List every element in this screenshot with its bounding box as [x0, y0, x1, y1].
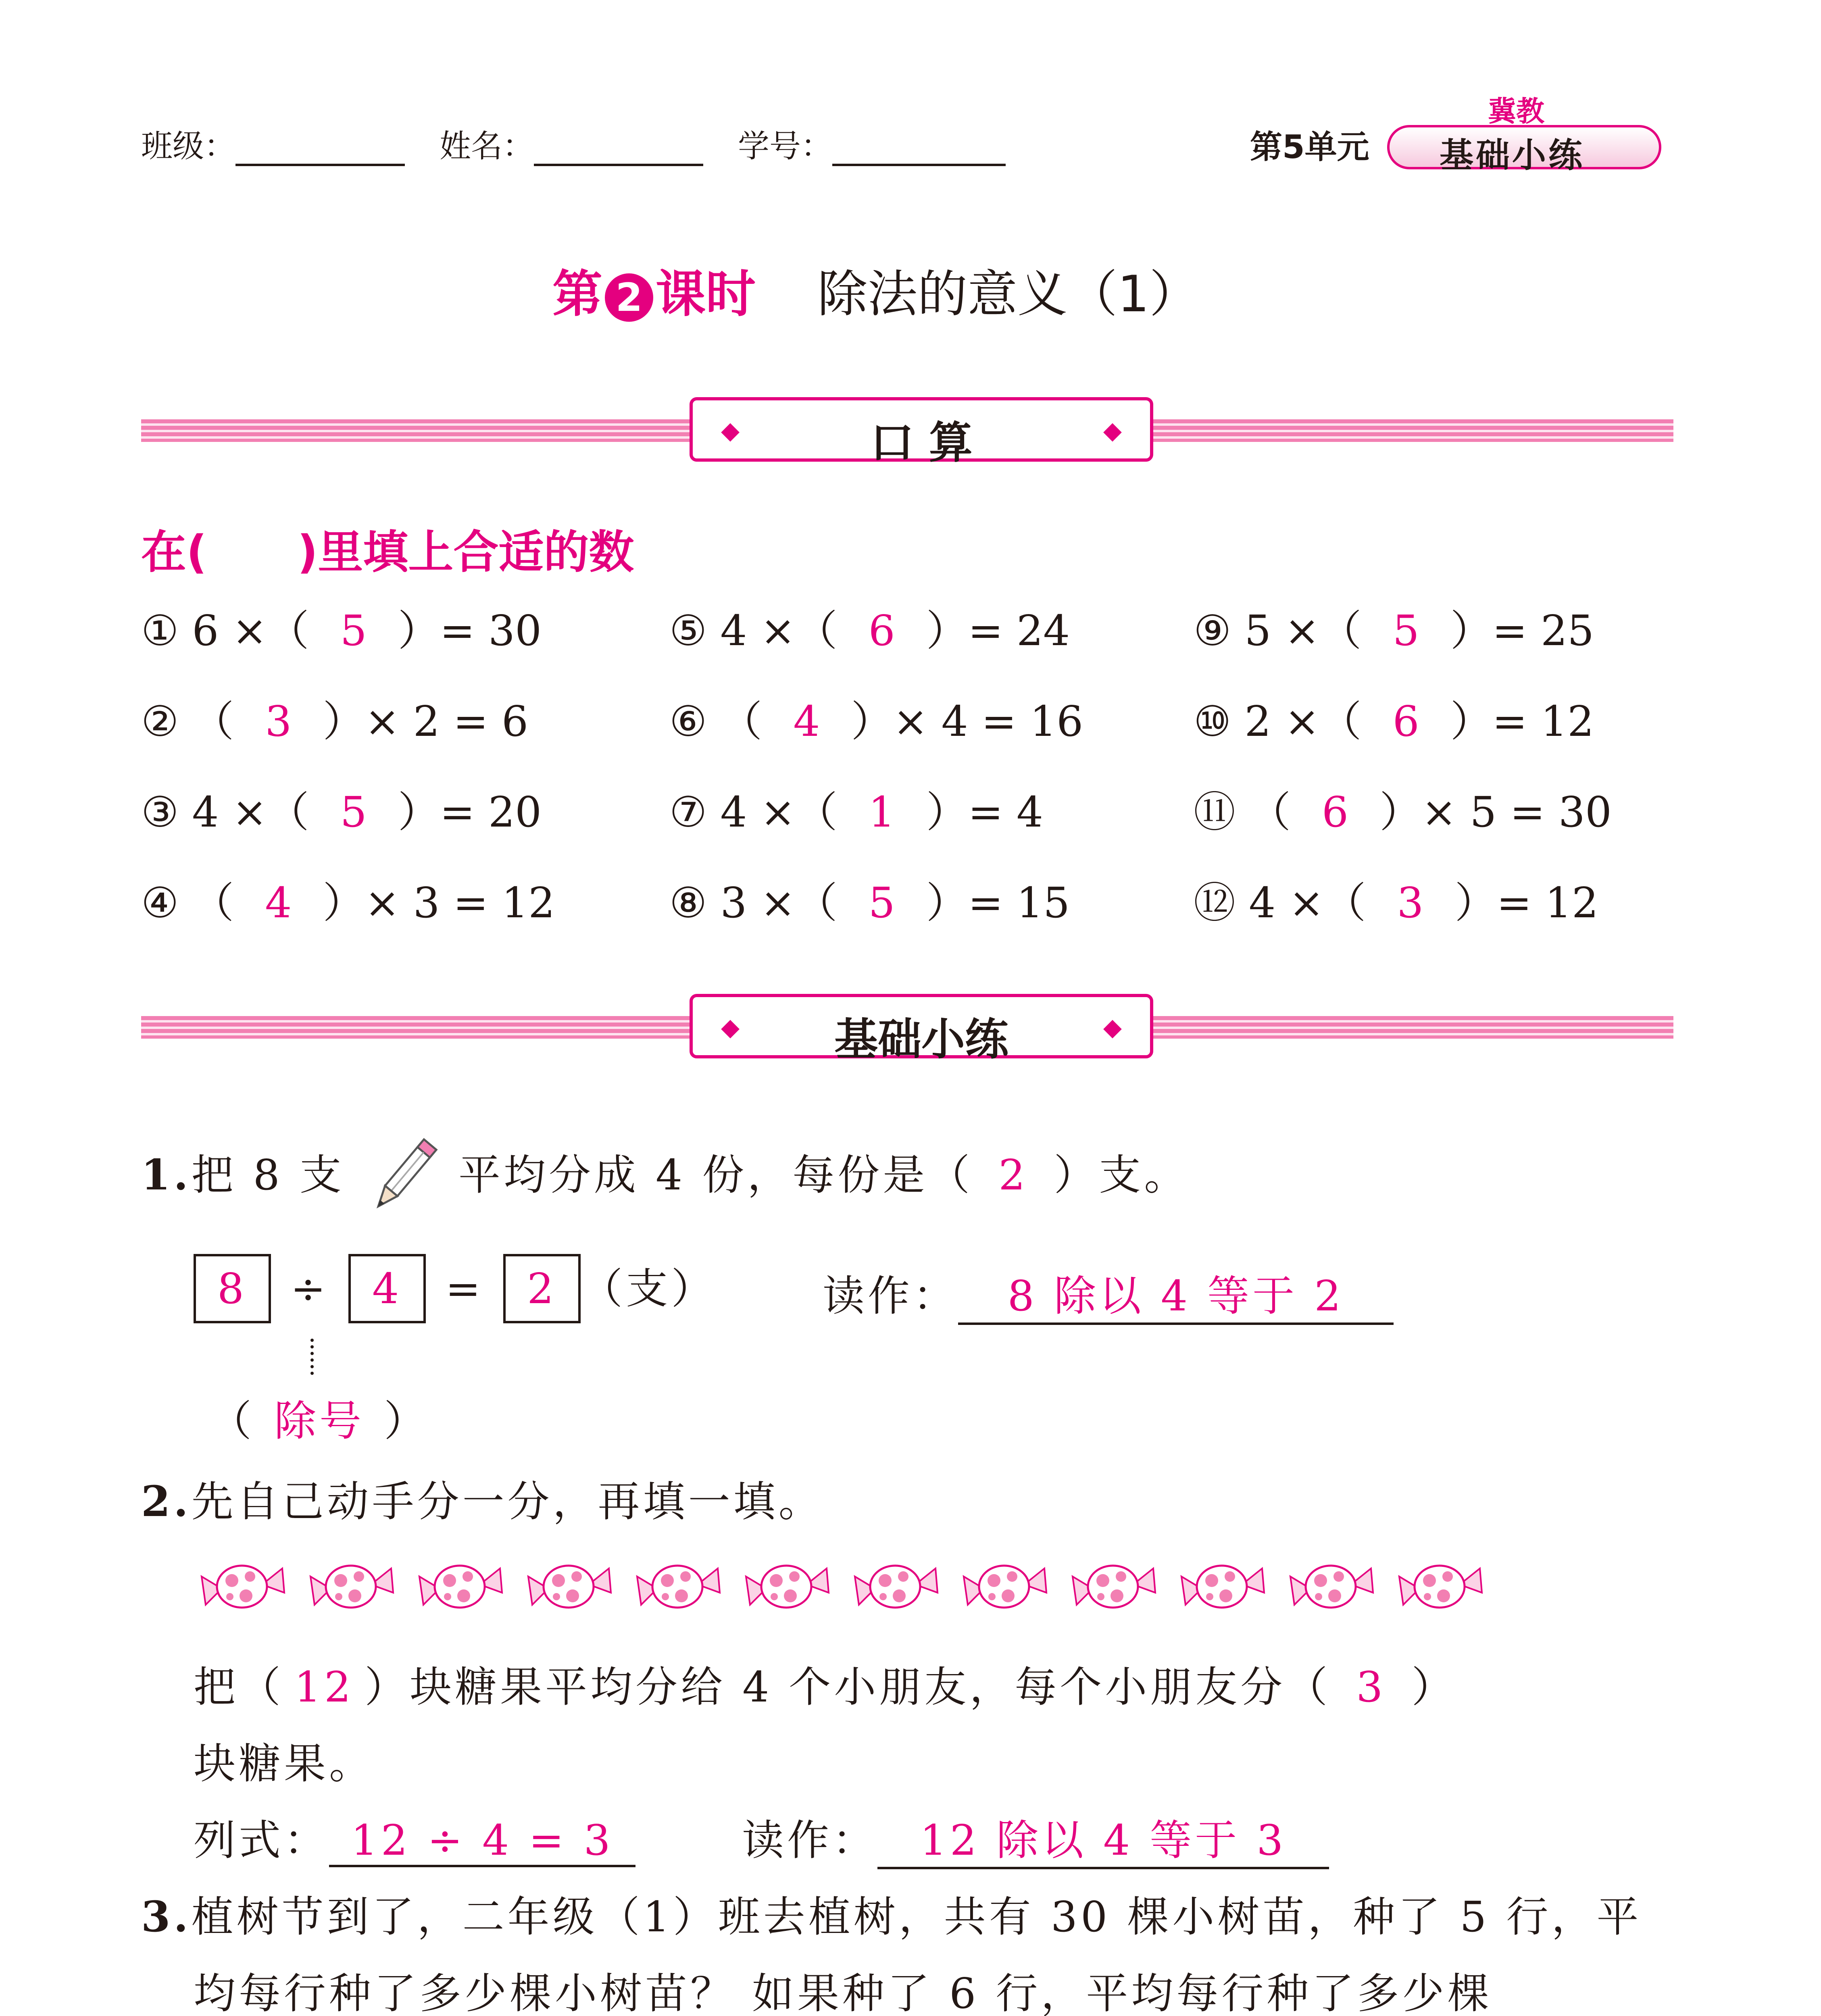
lesson-heading — [552, 254, 1199, 326]
q2-read-label: 读作： — [742, 1816, 878, 1865]
item-suffix: ）= 30 — [398, 606, 542, 655]
q2-fill-line — [194, 1653, 1456, 1714]
q1-read — [823, 1262, 1394, 1325]
item-suffix: ）= 12 — [1454, 878, 1598, 927]
lesson-suffix: 课时 — [656, 265, 756, 323]
q2-line — [141, 1468, 824, 1528]
item-number: ② — [141, 697, 179, 746]
q3-number: 3. — [141, 1892, 192, 1941]
class-blank[interactable] — [235, 135, 405, 166]
section-title: 口 算 — [870, 418, 973, 468]
oral-calc-item — [1194, 778, 1612, 839]
q2-formula-label: 列式： — [194, 1816, 329, 1865]
item-suffix: ）= 15 — [926, 878, 1070, 927]
q1-box-dividend[interactable]: 8 — [194, 1254, 271, 1323]
candy-icon — [855, 1566, 938, 1608]
class-label: 班级： — [141, 128, 236, 165]
oral-instruction: 在( )里填上合适的数 — [141, 526, 634, 579]
item-suffix: ）= 12 — [1450, 697, 1594, 746]
q2-line1-a: 把（ — [194, 1662, 284, 1712]
q1-unit: （支） — [581, 1264, 717, 1313]
item-suffix: ）× 4 = 16 — [851, 697, 1083, 746]
oral-calc-item — [669, 687, 1083, 748]
item-prefix: 2 ×（ — [1244, 697, 1362, 746]
q2-line1-b: ）块糖果平均分给 4 个小朋友，每个小朋友分（ — [365, 1662, 1331, 1712]
q2-formula — [194, 1806, 635, 1867]
paren-open: （ — [210, 1396, 255, 1445]
item-number: ⑦ — [669, 787, 707, 837]
q2-read — [742, 1806, 1329, 1869]
item-prefix: （ — [1249, 787, 1291, 837]
item-number: ⑫ — [1194, 878, 1236, 927]
oral-calc-item — [1194, 597, 1594, 657]
student-id-label: 学号： — [738, 128, 833, 165]
q1-text-b: 平均分成 4 份，每份是（ — [458, 1150, 973, 1200]
series-badge — [1387, 95, 1661, 175]
diamond-icon: ◆ — [721, 417, 740, 445]
q1-box-divisor[interactable]: 4 — [348, 1254, 426, 1323]
oral-calc-item — [141, 597, 542, 657]
item-answer[interactable]: 5 — [868, 878, 895, 927]
item-prefix: 6 ×（ — [192, 606, 309, 655]
oral-calc-item — [669, 778, 1043, 839]
pencil-icon — [361, 1150, 442, 1207]
student-id-field — [738, 121, 1006, 166]
q3-text-1: 植树节到了，二年级（1）班去植树，共有 30 棵小树苗，种了 5 行，平 — [191, 1892, 1642, 1941]
q1-text-c: ）支。 — [1054, 1150, 1190, 1200]
item-prefix: 4 ×（ — [720, 787, 838, 837]
item-prefix: 3 ×（ — [720, 878, 838, 927]
name-blank[interactable] — [534, 135, 703, 166]
item-number: ① — [141, 606, 179, 655]
candy-icon — [964, 1566, 1046, 1608]
item-answer[interactable]: 5 — [340, 606, 367, 655]
bar-stripe-right — [1153, 1016, 1673, 1039]
item-number: ⑩ — [1194, 697, 1231, 746]
candy-row — [198, 1544, 1508, 1633]
candy-icon — [1399, 1566, 1482, 1608]
q2-answer-total[interactable]: 12 — [294, 1662, 354, 1712]
item-suffix: ）× 3 = 12 — [323, 878, 555, 927]
q3-line1 — [141, 1883, 1642, 1943]
q1-line — [141, 1141, 1189, 1207]
item-answer[interactable]: 4 — [793, 697, 820, 746]
item-answer[interactable]: 3 — [1397, 878, 1424, 927]
item-number: ⑤ — [669, 606, 707, 655]
item-number: ⑧ — [669, 878, 707, 927]
item-answer[interactable]: 4 — [265, 878, 292, 927]
item-suffix: ）= 20 — [398, 787, 542, 837]
item-suffix: ）× 5 = 30 — [1379, 787, 1612, 837]
q1-sign-answer[interactable]: 除号 — [274, 1396, 365, 1445]
name-label: 姓名： — [440, 128, 534, 165]
item-number: ⑨ — [1194, 606, 1231, 655]
oral-calc-item — [141, 869, 555, 929]
name-field — [440, 121, 703, 166]
q1-equation — [194, 1254, 716, 1323]
publisher-label: 冀教 — [1488, 95, 1544, 128]
item-prefix: 5 ×（ — [1244, 606, 1362, 655]
item-prefix: 4 ×（ — [720, 606, 838, 655]
candy-icon — [1181, 1566, 1264, 1608]
item-answer[interactable]: 1 — [868, 787, 895, 837]
oral-calc-item — [1194, 869, 1598, 929]
item-prefix: （ — [720, 697, 763, 746]
lesson-number: 2 — [615, 275, 643, 320]
lesson-number-badge — [605, 273, 653, 322]
pointer-dots — [310, 1339, 322, 1375]
bar-stripe-left — [141, 419, 690, 442]
item-prefix: 4 ×（ — [1249, 878, 1366, 927]
paren-close: ） — [384, 1396, 429, 1445]
q1-divide-sign: ÷ — [290, 1264, 329, 1313]
item-answer[interactable]: 5 — [1392, 606, 1419, 655]
item-number: ③ — [141, 787, 179, 837]
item-number: ⑥ — [669, 697, 707, 746]
item-answer[interactable]: 6 — [868, 606, 895, 655]
item-number: ④ — [141, 878, 179, 927]
q1-read-answer[interactable]: 8 除以 4 等于 2 — [958, 1262, 1394, 1325]
item-answer[interactable]: 6 — [1392, 697, 1419, 746]
q2-read-answer[interactable]: 12 除以 4 等于 3 — [877, 1806, 1329, 1869]
section-title-box — [690, 397, 1153, 468]
candy-icon — [1290, 1566, 1373, 1608]
section-title: 基础小练 — [834, 1014, 1008, 1065]
oral-calc-item — [141, 778, 542, 839]
item-answer[interactable]: 5 — [340, 787, 367, 837]
diamond-icon: ◆ — [721, 1013, 740, 1041]
q2-line1-c: ） — [1411, 1662, 1457, 1712]
candy-icon — [1073, 1566, 1155, 1608]
lesson-title: 除法的意义（1） — [817, 265, 1200, 323]
q2-text: 先自己动手分一分，再填一填。 — [191, 1477, 824, 1526]
candy-icon — [419, 1566, 502, 1608]
item-number: ⑪ — [1194, 787, 1236, 837]
candy-icon — [528, 1566, 611, 1608]
diamond-icon: ◆ — [1103, 417, 1122, 445]
section-title-box — [690, 994, 1153, 1065]
item-prefix: （ — [192, 878, 234, 927]
lesson-prefix: 第 — [552, 265, 603, 323]
student-id-blank[interactable] — [832, 135, 1006, 166]
q1-sign-name — [210, 1387, 429, 1447]
q1-number: 1. — [141, 1150, 192, 1200]
q2-number: 2. — [141, 1477, 192, 1526]
q1-box-quotient[interactable]: 2 — [503, 1254, 581, 1323]
q2-answer-each[interactable]: 3 — [1356, 1662, 1386, 1712]
oral-calc-item — [1194, 687, 1594, 748]
q1-read-label: 读作： — [823, 1271, 958, 1320]
series-label: 基础小练 — [1440, 135, 1585, 175]
q1-equals-sign: = — [445, 1264, 484, 1313]
item-answer[interactable]: 6 — [1322, 787, 1349, 837]
class-field — [141, 121, 405, 166]
oral-calc-item — [141, 687, 528, 748]
q3-line2: 均每行种了多少棵小树苗？ 如果种了 6 行，平均每行种了多少棵 — [194, 1969, 1493, 2016]
item-answer[interactable]: 3 — [265, 697, 292, 746]
q1-text-a: 把 8 支 — [191, 1150, 345, 1200]
q2-formula-answer[interactable]: 12 ÷ 4 = 3 — [329, 1816, 635, 1867]
bar-stripe-left — [141, 1016, 690, 1039]
oral-calc-item — [669, 597, 1070, 657]
oral-calc-item — [669, 869, 1070, 929]
q1-answer[interactable]: 2 — [998, 1150, 1029, 1200]
diamond-icon: ◆ — [1103, 1013, 1122, 1041]
item-suffix: ）= 24 — [926, 606, 1070, 655]
candy-icon — [202, 1566, 284, 1608]
q2-line2: 块糖果。 — [194, 1739, 375, 1788]
candy-icon — [310, 1566, 393, 1608]
item-prefix: （ — [192, 697, 234, 746]
candy-icon — [746, 1566, 829, 1608]
item-prefix: 4 ×（ — [192, 787, 309, 837]
item-suffix: ）= 4 — [926, 787, 1044, 837]
bar-stripe-right — [1153, 419, 1673, 442]
item-suffix: ）= 25 — [1450, 606, 1594, 655]
candy-icon — [637, 1566, 720, 1608]
item-suffix: ）× 2 = 6 — [323, 697, 529, 746]
unit-label: 第5单元 — [1250, 128, 1369, 166]
